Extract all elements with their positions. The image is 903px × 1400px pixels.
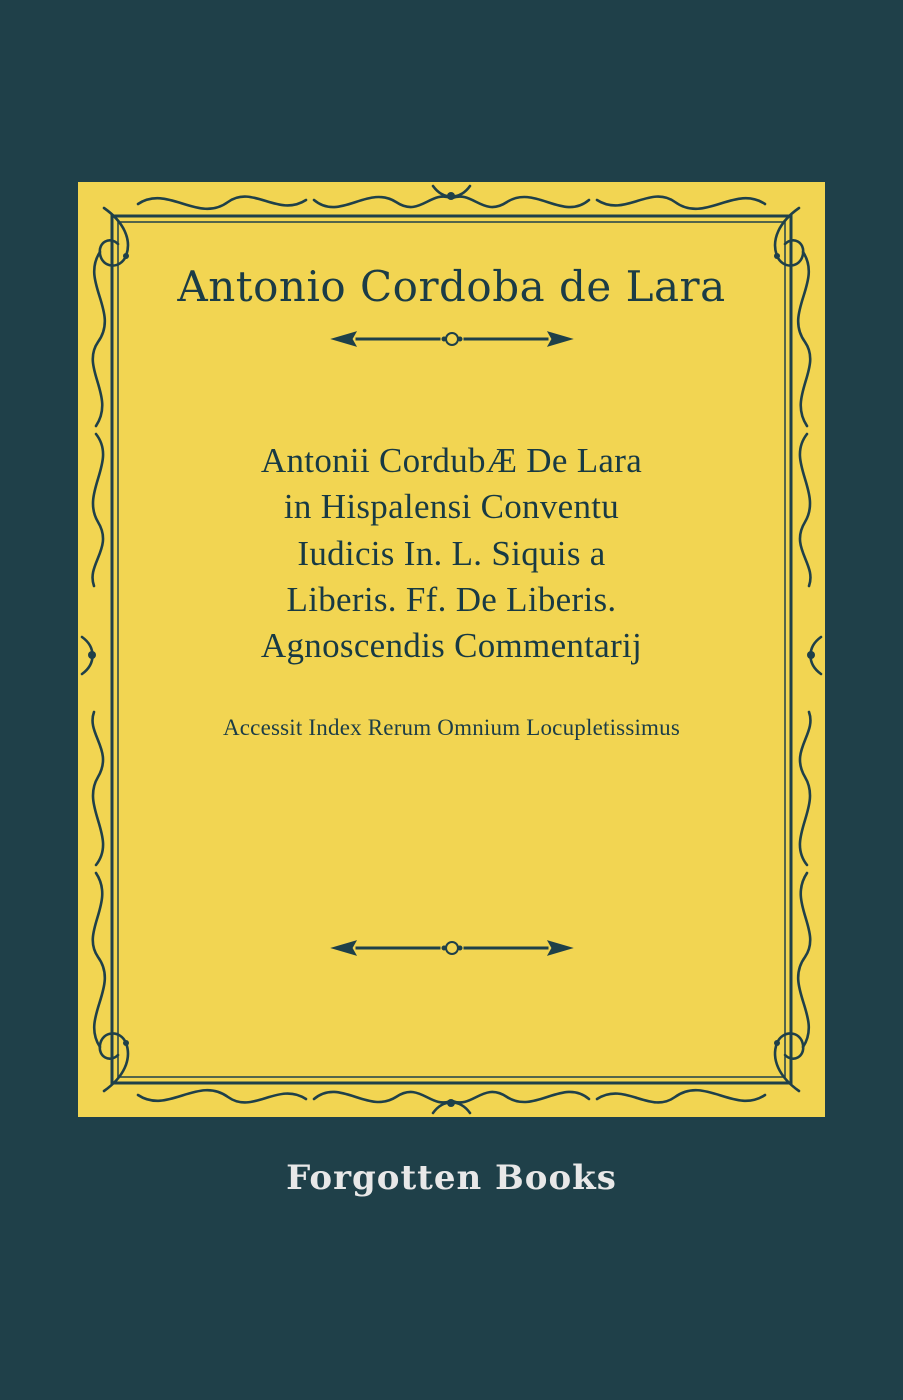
title-line-3: Iudicis In. L. Siquis a <box>297 533 606 573</box>
publisher-name: Forgotten Books <box>286 1158 617 1198</box>
book-subtitle: Accessit Index Rerum Omnium Locupletissimus <box>222 715 681 741</box>
title-line-5: Agnoscendis Commentarij <box>260 625 643 665</box>
title-line-4: Liberis. Ff. De Liberis. <box>286 579 617 619</box>
title-line-1: Antonii CordubÆ De Lara <box>260 441 643 481</box>
divider-ornament-top <box>322 328 582 350</box>
title-line-2: in Hispalensi Conventu <box>283 487 620 527</box>
divider-ornament-bottom <box>322 937 582 959</box>
cover-content <box>118 222 785 1077</box>
author-name: Antonio Cordoba de Lara <box>177 262 726 311</box>
book-title <box>118 438 785 669</box>
